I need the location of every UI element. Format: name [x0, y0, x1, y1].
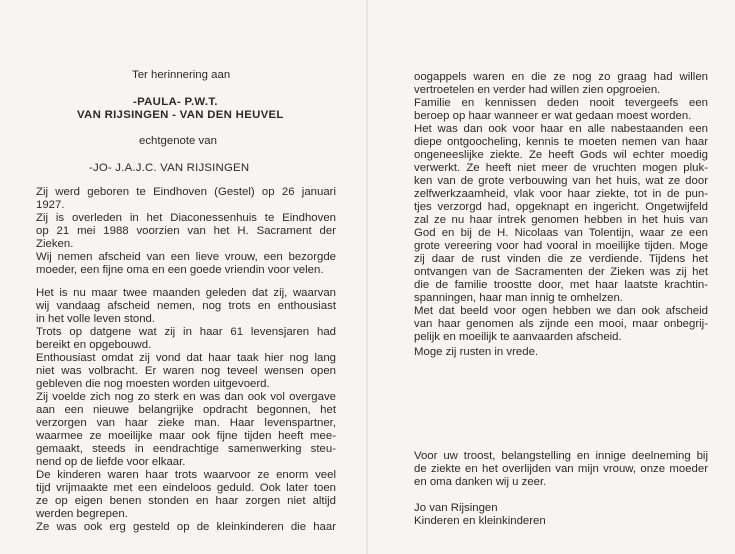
paragraph-rest: [414, 346, 708, 359]
text-line: Zij werd geboren te Eindhoven (Gestel) op 26 januari: [36, 186, 336, 198]
text-line: 1927.: [36, 199, 65, 211]
text-line: Zij voelde zich nog zo sterk en was dan ook vol overgave: [36, 391, 336, 403]
paragraph-illness: [414, 123, 708, 305]
intro-text: Ter herinnering aan: [132, 69, 231, 81]
paragraph-strong: [36, 391, 336, 469]
text-line: spanningen, haar man innig te omhelzen.: [414, 292, 623, 304]
paragraph-farewell: [36, 251, 336, 277]
text-line: op 21 mei 1988 voorzien van het H. Sacrament der: [36, 225, 336, 237]
paragraph-image: [414, 305, 708, 344]
text-line: zij daar de rust vinden die ze verdiende. Tijdens het: [414, 253, 708, 265]
text-line: tjes verzorgd had, opgeknapt en ingericht. Ongetwijfeld: [414, 201, 708, 213]
paragraph-proud: [36, 326, 336, 352]
text-line: ze op eigen benen stonden en haar zorgen niet altijd: [36, 495, 336, 507]
text-line: gemaakt, steeds in eendrachtige samenwerking steu-: [36, 443, 336, 455]
thanks-text: [414, 450, 708, 489]
text-line: Enthousiast omdat zij vond dat haar taak hier nog lang: [36, 352, 336, 364]
text-line: verzorgen van haar zieke man. Haar levenspartner,: [36, 417, 336, 429]
text-line: zal ze nu haar intrek genomen hebben in het huis van: [414, 214, 708, 226]
paragraph-family: [414, 97, 708, 123]
text-line: werden begrepen.: [36, 508, 128, 520]
text-line: Wij nemen afscheid van een lieve vrouw, een bezorgde: [36, 251, 336, 263]
text-line: Zij is overleden in het Diaconessenhuis te Eindhoven: [36, 212, 336, 224]
text-line: beroep op haar wanneer er wat gedaan moest worden.: [414, 110, 692, 122]
text-line: aan een nieuwe belangrijke opdracht begonnen, het: [36, 404, 336, 416]
text-line: niet was volbracht. Er waren nog teveel wensen open: [36, 365, 336, 377]
text-line: oogappels waren en die ze nog zo graag had willen: [414, 71, 708, 83]
text-line: Met dat beeld voor ogen hebben we dan ook afscheid: [414, 305, 708, 317]
paragraph-birth: [36, 186, 336, 212]
text-line: pelijk en moeilijk te aanvaarden afscheid.: [414, 331, 622, 343]
text-line: waarmee ze moeilijke maar ook fijne tijden heeft mee-: [36, 430, 336, 442]
signature-name: Jo van Rijsingen: [414, 502, 498, 514]
text-line: in het volle leven stond.: [36, 313, 156, 325]
text-line: die de familie troostte door, met haar laatste krachtin-: [414, 279, 708, 291]
text-line: ken van de grote verbouwing van het huis, wat ze door: [414, 175, 708, 187]
deceased-surname: VAN RIJSINGEN - VAN DEN HEUVEL: [77, 109, 284, 121]
text-line: Trots op datgene wat zij in haar 61 levensjaren had: [36, 326, 336, 338]
paragraph-enthusiastic: [36, 352, 336, 391]
text-line: vertroetelen en verder had willen zien opgroeien.: [414, 84, 661, 96]
text-line: de ziekte en het overlijden van mijn vrouw, onze moeder: [414, 463, 708, 475]
text-line: zelfwerkzaamheid, vlak voor haar ziekte, tot in de pun-: [414, 188, 708, 200]
text-line: Voor uw troost, belangstelling en innige deelneming bij: [414, 450, 708, 462]
text-line: Zieken.: [36, 238, 74, 250]
signature-family: Kinderen en kleinkinderen: [414, 515, 546, 527]
text-line: bereikt en opgebouwd.: [36, 339, 152, 351]
paragraph-death: [36, 212, 336, 251]
paragraph-two-months: [36, 287, 336, 326]
spouse-name: -JO- J.A.J.C. VAN RIJSINGEN: [89, 162, 250, 174]
text-line: ontvangen van de Sacramenten der Zieken was zij het: [414, 266, 708, 278]
text-line: diepe ontgoocheling, kennis te moeten nemen van haar: [414, 136, 708, 148]
paragraph-children: [36, 469, 336, 521]
spouse-of-text: echtgenote van: [139, 135, 217, 147]
text-line: en oma danken wij u zeer.: [414, 476, 547, 488]
text-line: De kinderen waren haar trots waarvoor ze enorm veel: [36, 469, 336, 481]
text-line: gebleven die nog moesten worden uitgevoerd.: [36, 378, 270, 390]
text-line: Moge zij rusten in vrede.: [414, 346, 539, 358]
text-line: God en bij de H. Nicolaas van Tolentijn, waar ze een: [414, 227, 708, 239]
text-line: Het was dan ook voor haar en alle nabestaanden een: [414, 123, 708, 135]
text-line: wij vandaag afscheid nemen, nog trots en enthousiast: [36, 300, 336, 312]
signature: [414, 502, 708, 528]
paragraph-apples: [414, 71, 708, 97]
card-fold: [366, 0, 368, 554]
text-line: grote vereering voor had vooral in moeilijke tijden. Moge: [414, 240, 708, 252]
text-line: Ze was ook erg gesteld op de kleinkinderen die haar: [36, 521, 336, 533]
text-line: tijd vrijmaakte met een eindeloos geduld. Ook later toen: [36, 482, 336, 494]
paragraph-grandchildren: [36, 521, 336, 534]
text-line: nend op de liefde voor elkaar.: [36, 456, 186, 468]
text-line: moeder, een fijne oma en een goede vriendin voor velen.: [36, 264, 324, 276]
deceased-first-names: -PAULA- P.W.T.: [133, 96, 218, 108]
text-line: ongeneeslijke ziekte. Ze heeft Gods wil echter moedig: [414, 149, 708, 161]
text-line: van haar genomen als zijnde een mooi, maar onbegrij-: [414, 318, 708, 330]
text-line: verwerkt. Ze heeft niet meer de vruchten mogen pluk-: [414, 162, 708, 174]
text-line: Familie en kennissen deden nooit tevergeefs een: [414, 97, 708, 109]
text-line: Het is nu maar twee maanden geleden dat zij, waarvan: [36, 287, 336, 299]
